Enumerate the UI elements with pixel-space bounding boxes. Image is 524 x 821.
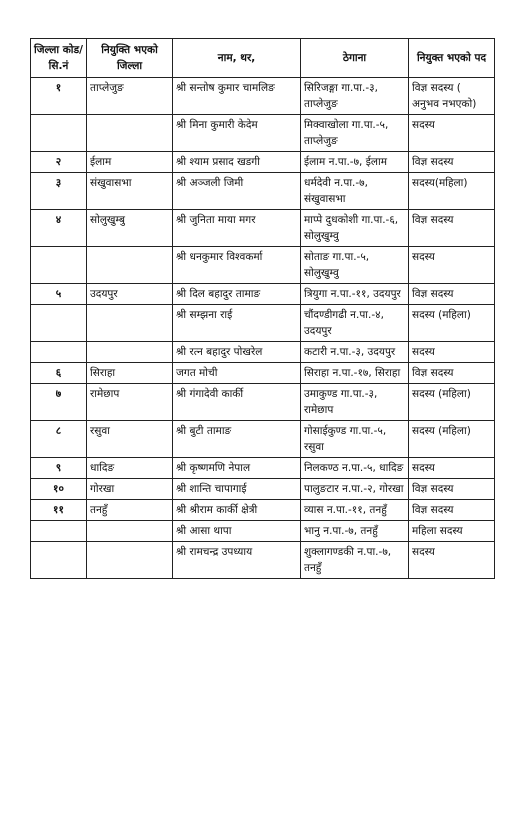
table-row — [31, 342, 495, 363]
header-post: नियुक्त भएको पद — [409, 39, 495, 78]
cell-address: चौंदण्डीगढी न.पा.-४, उदयपुर — [301, 305, 409, 342]
cell-name: श्री श्रीराम कार्की क्षेत्री — [173, 500, 301, 521]
table-row — [31, 363, 495, 384]
cell-address: त्रियुगा न.पा.-११, उदयपुर — [301, 284, 409, 305]
cell-address: सोताङ गा.पा.-५, सोलुखुम्वु — [301, 247, 409, 284]
appointments-table — [30, 38, 495, 579]
table-row — [31, 458, 495, 479]
cell-district-code — [31, 342, 87, 363]
cell-district — [87, 342, 173, 363]
table-body — [31, 78, 495, 579]
cell-district: गोरखा — [87, 479, 173, 500]
cell-post: विज्ञ सदस्य — [409, 479, 495, 500]
cell-post: सदस्य(महिला) — [409, 173, 495, 210]
cell-address: मिक्वाखोला गा.पा.-५, ताप्लेजुङ — [301, 115, 409, 152]
table-row — [31, 78, 495, 115]
cell-district — [87, 542, 173, 579]
cell-district: संखुवासभा — [87, 173, 173, 210]
cell-post: सदस्य (महिला) — [409, 384, 495, 421]
cell-district: ताप्लेजुङ — [87, 78, 173, 115]
cell-name: श्री बुटी तामाङ — [173, 421, 301, 458]
cell-name: श्री रत्न बहादुर पोखरेल — [173, 342, 301, 363]
cell-post: विज्ञ सदस्य — [409, 363, 495, 384]
cell-post: विज्ञ सदस्य — [409, 284, 495, 305]
cell-address: व्यास न.पा.-११, तनहुँ — [301, 500, 409, 521]
table-row — [31, 542, 495, 579]
cell-address: कटारी न.पा.-३, उदयपुर — [301, 342, 409, 363]
cell-address: पालुङटार न.पा.-२, गोरखा — [301, 479, 409, 500]
cell-name: श्री गंगादेवी कार्की — [173, 384, 301, 421]
header-address: ठेगाना — [301, 39, 409, 78]
table-row — [31, 115, 495, 152]
cell-address: शुक्लागण्डकी न.पा.-७, तनहुँ — [301, 542, 409, 579]
cell-district-code: ८ — [31, 421, 87, 458]
cell-district — [87, 305, 173, 342]
cell-district-code: २ — [31, 152, 87, 173]
header-name: नाम, थर, — [173, 39, 301, 78]
cell-district-code: ४ — [31, 210, 87, 247]
cell-address: सिरिजङ्गा गा.पा.-३, ताप्लेजुङ — [301, 78, 409, 115]
cell-post: सदस्य — [409, 542, 495, 579]
cell-post: सदस्य — [409, 247, 495, 284]
cell-post: विज्ञ सदस्य — [409, 152, 495, 173]
cell-district-code: ७ — [31, 384, 87, 421]
table-row — [31, 479, 495, 500]
cell-post: विज्ञ सदस्य — [409, 210, 495, 247]
cell-address: भानु न.पा.-७, तनहुँ — [301, 521, 409, 542]
cell-district — [87, 521, 173, 542]
cell-address: सिराहा न.पा.-१७, सिराहा — [301, 363, 409, 384]
cell-name: श्री धनकुमार विश्वकर्मा — [173, 247, 301, 284]
cell-district-code — [31, 115, 87, 152]
cell-name: श्री मिना कुमारी केदेम — [173, 115, 301, 152]
cell-district: ईलाम — [87, 152, 173, 173]
cell-district: उदयपुर — [87, 284, 173, 305]
cell-district-code: ३ — [31, 173, 87, 210]
table-header-row — [31, 39, 495, 78]
cell-post: सदस्य (महिला) — [409, 305, 495, 342]
cell-address: धर्मदेवी न.पा.-७, संखुवासभा — [301, 173, 409, 210]
table-row — [31, 384, 495, 421]
cell-post: सदस्य (महिला) — [409, 421, 495, 458]
cell-district-code — [31, 521, 87, 542]
cell-district: सिराहा — [87, 363, 173, 384]
cell-district: तनहुँ — [87, 500, 173, 521]
cell-district — [87, 115, 173, 152]
cell-district — [87, 247, 173, 284]
cell-post: सदस्य — [409, 342, 495, 363]
cell-name: श्री दिल बहादुर तामाङ — [173, 284, 301, 305]
cell-post: सदस्य — [409, 458, 495, 479]
cell-district-code — [31, 247, 87, 284]
cell-district-code: ११ — [31, 500, 87, 521]
cell-address: ईलाम न.पा.-७, ईलाम — [301, 152, 409, 173]
cell-name: श्री शान्ति चापागाई — [173, 479, 301, 500]
cell-post: विज्ञ सदस्य — [409, 500, 495, 521]
table-row — [31, 152, 495, 173]
cell-district: रसुवा — [87, 421, 173, 458]
cell-post: विज्ञ सदस्य ( अनुभव नभएको) — [409, 78, 495, 115]
cell-post: सदस्य — [409, 115, 495, 152]
cell-district-code: १ — [31, 78, 87, 115]
document-page — [30, 38, 494, 579]
cell-name: श्री आसा थापा — [173, 521, 301, 542]
cell-address: उमाकुण्ड गा.पा.-३, रामेछाप — [301, 384, 409, 421]
cell-name: श्री सम्झना राई — [173, 305, 301, 342]
table-row — [31, 305, 495, 342]
cell-name: श्री श्याम प्रसाद खडगी — [173, 152, 301, 173]
header-district: नियुक्ति भएको जिल्ला — [87, 39, 173, 78]
table-row — [31, 421, 495, 458]
cell-district-code: १० — [31, 479, 87, 500]
cell-name: जगत मोची — [173, 363, 301, 384]
cell-name: श्री रामचन्द्र उपध्याय — [173, 542, 301, 579]
table-row — [31, 500, 495, 521]
cell-name: श्री सन्तोष कुमार चामलिङ — [173, 78, 301, 115]
cell-post: महिला सदस्य — [409, 521, 495, 542]
cell-name: श्री अञ्जली जिमी — [173, 173, 301, 210]
cell-district-code — [31, 305, 87, 342]
header-district-code: जिल्ला कोड/सि.नं — [31, 39, 87, 78]
cell-name: श्री कृष्णमणि नेपाल — [173, 458, 301, 479]
cell-address: गोसाईकुण्ड गा.पा.-५, रसुवा — [301, 421, 409, 458]
cell-name: श्री जुनिता माया मगर — [173, 210, 301, 247]
cell-district-code: ६ — [31, 363, 87, 384]
cell-district-code: ९ — [31, 458, 87, 479]
cell-district: सोलुखुम्बु — [87, 210, 173, 247]
cell-address: माप्पे दुधकोशी गा.पा.-६, सोलुखुम्वु — [301, 210, 409, 247]
cell-district-code — [31, 542, 87, 579]
table-row — [31, 173, 495, 210]
table-row — [31, 210, 495, 247]
cell-district: धादिङ — [87, 458, 173, 479]
table-row — [31, 284, 495, 305]
table-row — [31, 247, 495, 284]
cell-district-code: ५ — [31, 284, 87, 305]
cell-district: रामेछाप — [87, 384, 173, 421]
table-row — [31, 521, 495, 542]
cell-address: निलकण्ठ न.पा.-५, धादिङ — [301, 458, 409, 479]
